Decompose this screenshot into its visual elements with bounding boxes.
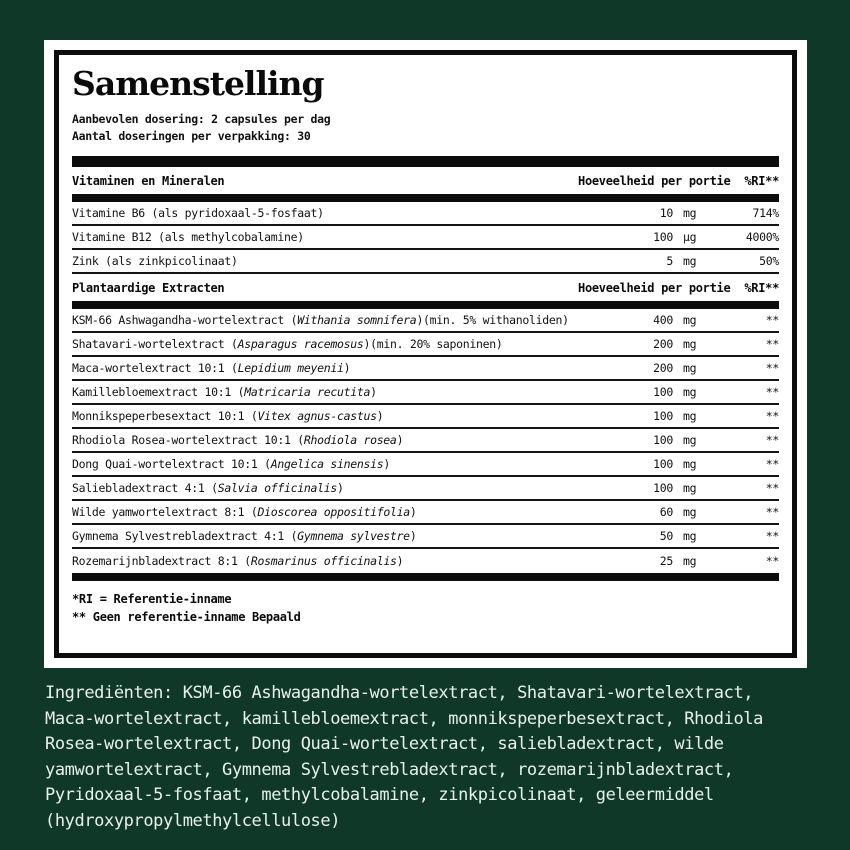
ri-value: **	[765, 433, 779, 447]
table-row	[72, 453, 779, 477]
amount-value: 100	[653, 385, 673, 399]
panel-border-box	[54, 50, 797, 658]
amount-value: 100	[653, 433, 673, 447]
ingredient-name	[72, 409, 595, 423]
ingredient-name-text: KSM-66 Ashwagandha-wortelextract (	[72, 313, 298, 327]
amount-unit: mg	[683, 505, 697, 519]
table-row	[72, 381, 779, 405]
amount-value: 100	[653, 481, 673, 495]
amount-value: 400	[653, 313, 673, 327]
column-headers	[578, 281, 779, 295]
ingredient-name-suffix: )	[370, 385, 377, 399]
ingredient-latin-name: Dioscorea oppositifolia	[257, 505, 410, 519]
divider-bar-bottom	[72, 573, 779, 581]
ingredient-name-text: Monnikspeperbesextact 10:1 (	[72, 409, 258, 423]
dosage-block	[72, 111, 779, 145]
amount-column-header: Hoeveelheid per portie	[578, 173, 731, 188]
amount-unit: mg	[683, 554, 697, 568]
section-title: Vitaminen en Mineralen	[72, 173, 225, 188]
amount-unit: mg	[683, 457, 697, 471]
table-row	[72, 333, 779, 357]
ri-value: **	[765, 361, 779, 375]
table-row	[72, 477, 779, 501]
amount-unit: µg	[683, 230, 697, 244]
ingredient-latin-name: Withania somnifera	[297, 313, 417, 327]
ingredient-name-suffix: )	[409, 505, 417, 519]
ingredients-line-3: Rosea-wortelextract, Dong Quai-wortelextract, saliebladextract, wilde	[45, 734, 724, 755]
ingredient-latin-name: Rhodiola rosea	[303, 433, 397, 447]
ingredient-name	[72, 313, 595, 327]
amount-value: 100	[653, 230, 673, 244]
ri-value: **	[765, 337, 779, 351]
ingredient-latin-name: Vitex agnus-castus	[257, 409, 377, 423]
table-row	[72, 525, 779, 549]
ingredient-name-text: Rhodiola Rosea-wortelextract 10:1 (	[72, 433, 304, 447]
ingredient-name	[72, 529, 595, 543]
section-header	[72, 274, 779, 301]
ingredient-amount	[595, 433, 707, 447]
ingredient-amount	[595, 385, 707, 399]
ingredient-amount	[595, 254, 707, 268]
table-row	[72, 429, 779, 453]
table-row	[72, 309, 779, 333]
dosage-line-2: Aantal doseringen per verpakking: 30	[72, 129, 311, 143]
ingredient-name-text: Wilde yamwortelextract 8:1 (	[72, 505, 258, 519]
ingredient-name	[72, 254, 595, 268]
amount-unit: mg	[683, 409, 697, 423]
ri-value: **	[765, 554, 779, 568]
ingredient-name-suffix: )	[409, 529, 417, 543]
ingredient-name-suffix: )	[396, 554, 404, 568]
dosage-line-1: Aanbevolen dosering: 2 capsules per dag	[72, 112, 331, 126]
ingredient-name-text: Kamillebloemextract 10:1 (	[72, 385, 245, 399]
amount-value: 200	[653, 361, 673, 375]
ri-value: 4000%	[745, 230, 779, 244]
amount-unit: mg	[683, 433, 697, 447]
ingredient-name	[72, 457, 595, 471]
ri-value: **	[765, 313, 779, 327]
ingredient-amount	[595, 409, 707, 423]
ingredient-name-text: Shatavari-wortelextract (	[72, 337, 238, 351]
ingredient-name-suffix: )(min. 20% saponinen)	[363, 337, 503, 351]
ingredient-name-suffix: )	[376, 409, 384, 423]
amount-unit: mg	[683, 481, 697, 495]
amount-value: 5	[666, 254, 673, 268]
table-row	[72, 250, 779, 274]
ingredient-name-text: Dong Quai-wortelextract 10:1 (	[72, 457, 271, 471]
ri-column-header: %RI**	[744, 173, 779, 188]
ingredient-name-text: Maca-wortelextract 10:1 (	[72, 361, 238, 375]
amount-unit: mg	[683, 337, 697, 351]
column-headers	[578, 174, 779, 188]
ri-value: **	[765, 481, 779, 495]
ingredient-name-suffix: )	[396, 433, 404, 447]
ingredient-name	[72, 554, 595, 568]
ingredient-amount	[595, 337, 707, 351]
ingredient-latin-name: Gymnema sylvestre	[297, 529, 410, 543]
ingredient-amount	[595, 505, 707, 519]
ingredient-name-text: Gymnema Sylvestrebladextract 4:1 (	[72, 529, 298, 543]
ingredient-name-suffix: )	[383, 457, 390, 471]
ingredient-name	[72, 230, 595, 244]
ingredient-name	[72, 385, 595, 399]
ingredient-name	[72, 337, 595, 351]
ingredient-amount	[595, 481, 707, 495]
ingredient-amount	[595, 529, 707, 543]
ingredient-name-suffix: )(min. 5% withanoliden)	[416, 313, 569, 327]
ingredients-line-1: Ingrediënten: KSM-66 Ashwagandha-wortelextract, Shatavari-wortelextract,	[45, 683, 754, 703]
divider-bar-section	[72, 194, 779, 202]
amount-unit: mg	[683, 361, 697, 375]
ingredient-amount	[595, 230, 707, 244]
ingredient-latin-name: Asparagus racemosus	[237, 337, 364, 351]
ri-column-header: %RI**	[744, 280, 779, 295]
table-row	[72, 501, 779, 525]
ingredient-latin-name: Lepidium meyenii	[237, 361, 344, 375]
ingredient-name-suffix: )	[343, 361, 351, 375]
ingredient-amount	[595, 361, 707, 375]
section-header	[72, 167, 779, 194]
ingredient-name-text: Vitamine B12 (als methylcobalamine)	[72, 230, 304, 244]
amount-value: 100	[653, 409, 673, 423]
ingredients-line-2: Maca-wortelextract, kamillebloemextract, monnikspeperbesextract, Rhodiola	[45, 708, 763, 729]
ingredient-latin-name: Rosmarinus officinalis	[250, 554, 397, 568]
table-row	[72, 202, 779, 226]
ingredients-line-4: yamwortelextract, Gymnema Sylvestrebladextract, rozemarijnbladextract,	[45, 759, 734, 780]
ri-value: **	[765, 385, 779, 399]
amount-unit: mg	[683, 529, 697, 543]
ingredient-name-text: Vitamine B6 (als pyridoxaal-5-fosfaat)	[72, 206, 324, 220]
ingredient-amount	[595, 313, 707, 327]
amount-value: 10	[659, 206, 673, 220]
amount-value: 50	[659, 529, 673, 543]
ingredient-latin-name: Angelica sinensis	[270, 457, 384, 471]
amount-unit: mg	[683, 206, 697, 220]
table-row	[72, 405, 779, 429]
table-row	[72, 549, 779, 573]
ingredient-name	[72, 206, 595, 220]
amount-unit: mg	[683, 254, 697, 268]
ingredients-paragraph	[45, 681, 823, 835]
amount-value: 60	[659, 505, 673, 519]
table-row	[72, 357, 779, 381]
supplement-facts-panel	[44, 40, 807, 668]
ingredient-amount	[595, 554, 707, 568]
amount-column-header: Hoeveelheid per portie	[578, 280, 731, 295]
divider-bar-section	[72, 301, 779, 309]
ri-value: 714%	[752, 206, 779, 220]
ri-value: **	[765, 505, 779, 519]
ingredient-name	[72, 505, 595, 519]
amount-value: 25	[659, 554, 673, 568]
ingredient-latin-name: Matricaria recutita	[244, 385, 371, 399]
ingredient-name	[72, 433, 595, 447]
ingredient-amount	[595, 457, 707, 471]
ri-value: **	[765, 457, 779, 471]
ingredient-name-text: Rozemarijnbladextract 8:1 (	[72, 554, 251, 568]
amount-value: 200	[653, 337, 673, 351]
ingredient-name-text: Saliebladextract 4:1 (	[72, 481, 218, 495]
ri-value: **	[765, 409, 779, 423]
amount-unit: mg	[683, 385, 697, 399]
footnote-2: ** Geen referentie-inname Bepaald	[72, 610, 301, 624]
amount-value: 100	[653, 457, 673, 471]
ri-value: **	[765, 529, 779, 543]
ingredient-latin-name: Salvia officinalis	[217, 481, 337, 495]
amount-unit: mg	[683, 313, 697, 327]
ingredient-amount	[595, 206, 707, 220]
footnote-1: *RI = Referentie-inname	[72, 592, 232, 606]
divider-bar-top	[72, 156, 779, 167]
ingredients-line-5: Pyridoxaal-5-fosfaat, methylcobalamine, zinkpicolinaat, geleermiddel	[45, 785, 714, 806]
table-row	[72, 226, 779, 250]
section-title: Plantaardige Extracten	[72, 280, 225, 295]
ingredient-name	[72, 481, 595, 495]
ingredient-name-text: Zink (als zinkpicolinaat)	[72, 254, 238, 268]
ri-value: 50%	[759, 254, 779, 268]
footnotes-block	[72, 590, 779, 626]
ingredient-name	[72, 361, 595, 375]
nutrition-table	[72, 167, 779, 581]
ingredient-name-suffix: )	[336, 481, 344, 495]
panel-title: Samenstelling	[72, 64, 324, 103]
ingredients-line-6: (hydroxypropylmethylcellulose)	[45, 810, 341, 831]
